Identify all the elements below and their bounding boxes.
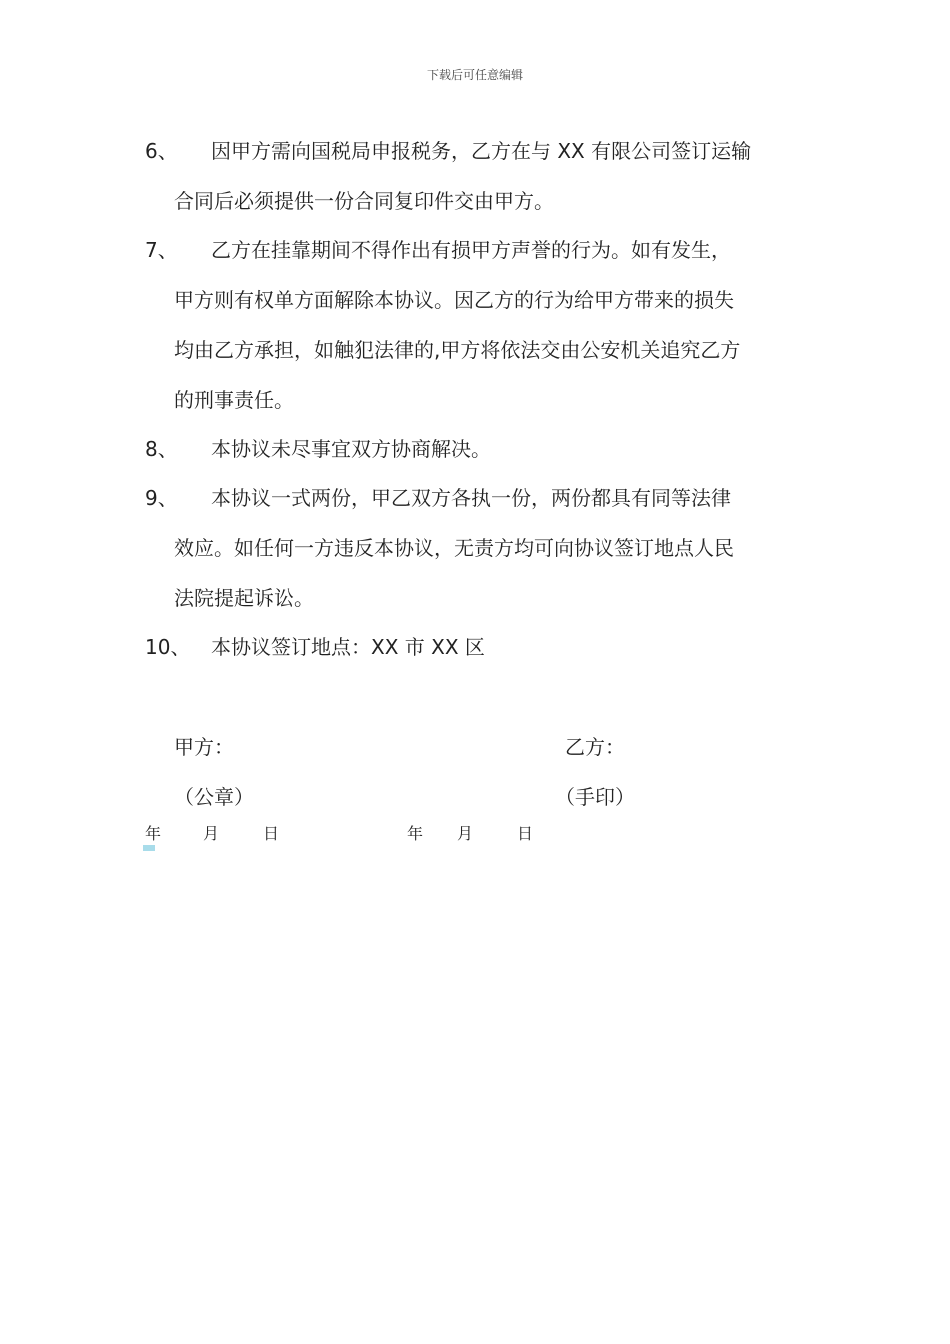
party-a-label: 甲方： bbox=[174, 735, 234, 759]
clause-number: 6、 bbox=[145, 139, 178, 163]
clause-8 bbox=[145, 424, 815, 474]
clause-number: 7、 bbox=[145, 238, 178, 262]
date-month: 月 bbox=[457, 824, 474, 843]
clause-number: 10、 bbox=[145, 635, 191, 659]
text-cursor-highlight bbox=[143, 845, 155, 851]
date-month: 月 bbox=[203, 824, 220, 843]
date-day: 日 bbox=[263, 824, 280, 843]
date-year: 年 bbox=[407, 824, 424, 843]
page-header: 下载后可任意编辑 bbox=[426, 68, 523, 82]
clause-line: 合同后必须提供一份合同复印件交由甲方。 bbox=[174, 189, 554, 213]
party-b-date bbox=[407, 822, 533, 846]
clause-line: 本协议未尽事宜双方协商解决。 bbox=[211, 437, 491, 461]
party-b-seal: （手印） bbox=[555, 785, 635, 809]
clause-line: 效应。如任何一方违反本协议，无责方均可向协议签订地点人民 bbox=[174, 536, 734, 560]
clause-line: 乙方在挂靠期间不得作出有损甲方声誉的行为。如有发生， bbox=[211, 238, 731, 262]
clause-line: 的刑事责任。 bbox=[174, 388, 294, 412]
clause-line: 法院提起诉讼。 bbox=[174, 586, 314, 610]
party-a-seal: （公章） bbox=[174, 785, 254, 809]
clause-10 bbox=[145, 622, 815, 672]
clause-line: 均由乙方承担，如触犯法律的,甲方将依法交由公安机关追究乙方 bbox=[174, 338, 741, 362]
clause-line: 甲方则有权单方面解除本协议。因乙方的行为给甲方带来的损失 bbox=[174, 288, 734, 312]
clause-6 bbox=[145, 126, 815, 226]
clause-9 bbox=[145, 473, 815, 623]
clause-line: 因甲方需向国税局申报税务，乙方在与 XX 有限公司签订运输 bbox=[211, 139, 752, 163]
date-year: 年 bbox=[145, 824, 162, 843]
clause-line: 本协议一式两份，甲乙双方各执一份，两份都具有同等法律 bbox=[211, 486, 731, 510]
clause-number: 9、 bbox=[145, 486, 178, 510]
date-day: 日 bbox=[517, 824, 534, 843]
party-b-label: 乙方： bbox=[565, 735, 625, 759]
party-a-date bbox=[145, 822, 279, 846]
clause-number: 8、 bbox=[145, 437, 178, 461]
clause-7 bbox=[145, 225, 815, 425]
clause-line: 本协议签订地点：XX 市 XX 区 bbox=[211, 635, 485, 659]
